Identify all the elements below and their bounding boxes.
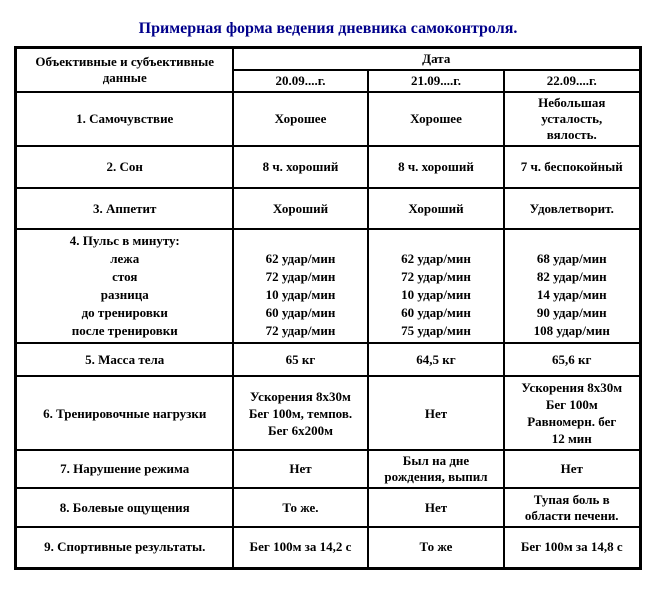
table-row-regime-violation [16,450,640,488]
row-label-cell: 5. Масса тела [16,343,233,376]
row-label-cell: 2. Сон [16,146,233,188]
value-cell: Удовлетворит. [504,188,640,229]
corner-header-cell: Объективные и субъективные данные [16,48,233,93]
table-row-training-loads [16,376,640,450]
value-cell: 65 кг [233,343,368,376]
value-cell: Нет [233,450,368,488]
value-cell: То же. [233,488,368,527]
row-label-cell: 9. Спортивные результаты. [16,527,233,568]
value-cell: Небольшая усталость, вялость. [504,92,640,146]
row-label-cell: 6. Тренировочные нагрузки [16,376,233,450]
value-cell: 8 ч. хороший [233,146,368,188]
date-column-header-1: 20.09....г. [233,70,368,92]
date-group-header-cell: Дата [233,48,640,71]
table-row-sleep [16,146,640,188]
table-row-pain [16,488,640,527]
value-cell: Хорошее [368,92,504,146]
value-cell: 8 ч. хороший [368,146,504,188]
date-column-header-2: 21.09....г. [368,70,504,92]
page-title: Примерная форма ведения дневника самоконтроля. [138,20,518,37]
row-label-cell: 1. Самочувствие [16,92,233,146]
row-label-cell: 7. Нарушение режима [16,450,233,488]
row-label-cell: 8. Болевые ощущения [16,488,233,527]
value-cell: Ускорения 8х30м Бег 100м Равномерн. бег 12 мин [504,376,640,450]
table-row-pulse [16,229,640,343]
value-cell: Был на дне рождения, выпил [368,450,504,488]
value-cell: 64,5 кг [368,343,504,376]
table-row-sport-results [16,527,640,568]
value-cell: 62 удар/мин 72 удар/мин 10 удар/мин 60 удар/мин 75 удар/мин [368,229,504,343]
value-cell: Хорошее [233,92,368,146]
value-cell: Хороший [368,188,504,229]
value-cell: 62 удар/мин 72 удар/мин 10 удар/мин 60 удар/мин 72 удар/мин [233,229,368,343]
table-row-weight [16,343,640,376]
value-cell: Тупая боль в области печени. [504,488,640,527]
value-cell: То же [368,527,504,568]
row-label-cell: 4. Пульс в минуту: лежа стоя разница до тренировки после тренировки [16,229,233,343]
row-label-cell: 3. Аппетит [16,188,233,229]
table-row-wellbeing [16,92,640,146]
value-cell: Нет [504,450,640,488]
value-cell: Бег 100м за 14,8 с [504,527,640,568]
table-row-appetite [16,188,640,229]
value-cell: Хороший [233,188,368,229]
value-cell: Бег 100м за 14,2 с [233,527,368,568]
value-cell: 7 ч. беспокойный [504,146,640,188]
value-cell: 68 удар/мин 82 удар/мин 14 удар/мин 90 удар/мин 108 удар/мин [504,229,640,343]
value-cell: Ускорения 8х30м Бег 100м, темпов. Бег 6х200м [233,376,368,450]
header-row-date-group [16,48,640,71]
diary-table [14,46,641,570]
date-column-header-3: 22.09....г. [504,70,640,92]
value-cell: Нет [368,376,504,450]
value-cell: Нет [368,488,504,527]
value-cell: 65,6 кг [504,343,640,376]
